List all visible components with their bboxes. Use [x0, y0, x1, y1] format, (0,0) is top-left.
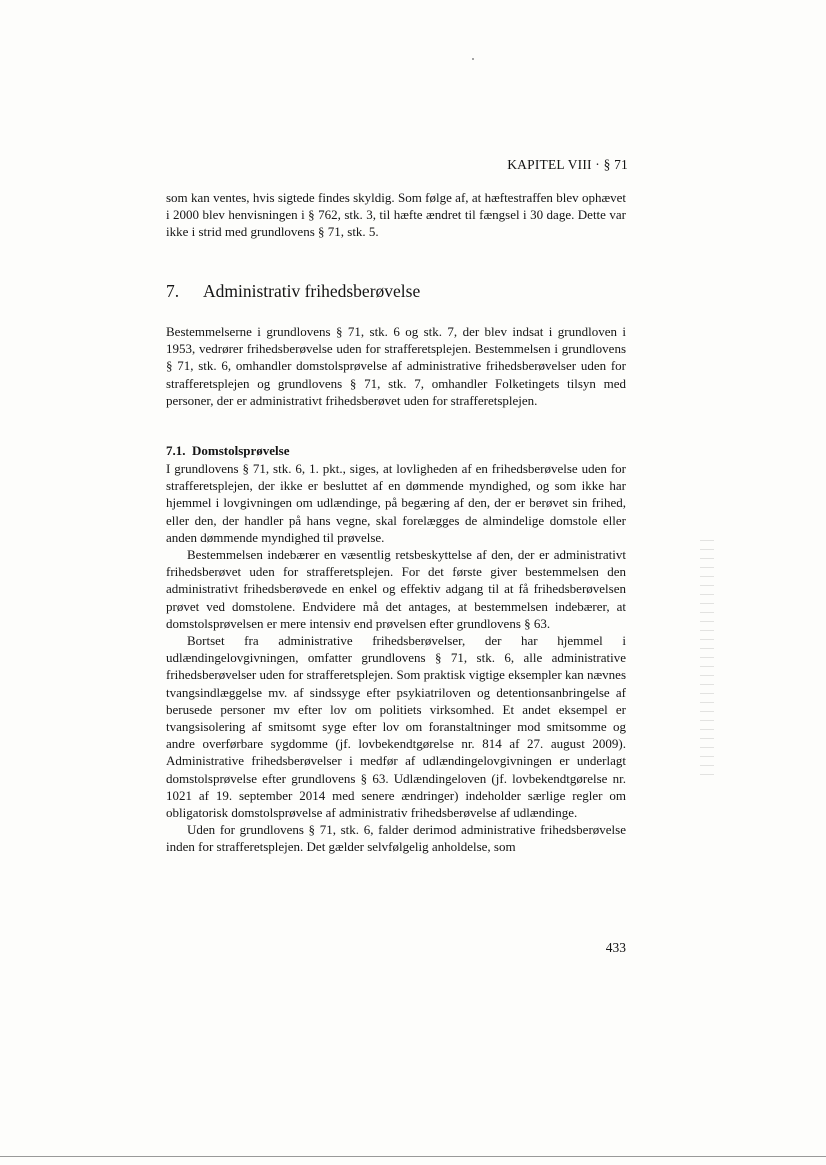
subsection-heading [166, 443, 290, 459]
scan-speck [472, 58, 474, 60]
section-title: Administrativ frihedsberøvelse [203, 281, 421, 301]
body-paragraph-4: Uden for grundlovens § 71, stk. 6, falder derimod administrative frihedsberøvelse inden for strafferetsplejen. Det gælder selvfølgelig anholdelse, som [166, 822, 626, 855]
intro-paragraph: som kan ventes, hvis sigtede findes skyldig. Som følge af, at hæftestraffen blev ophævet i 2000 blev henvisningen i § 762, stk. 3, til hæfte ændret til fængsel i 30 dage. Dette var ikke i strid med grundlovens § 71, stk. 5. [166, 190, 626, 240]
subsection-number: 7.1. [166, 443, 186, 458]
section-text [166, 323, 626, 409]
body-paragraph-3: Bortset fra administrative frihedsberøvelser, der har hjemmel i udlændingelovgivningen, omfatter grundlovens § 71, stk. 6, alle administrative frihedsberøvelser uden for strafferetsplejen. Som praktisk vigtige eksempler kan nævnes tvangsindlæggelse mv. af sindssyge efter psykiatriloven og detentionsanbringelse af berusede personer mv efter lov om politiets virksomhed. Et andet eksempel er tvangsisolering af smitsomt syge efter lov om foranstaltninger mod smitsomme og andre overførbare sygdomme (jf. lovbekendtgørelse nr. 814 af 27. august 2009). Administrative frihedsberøvelser i medfør af udlændingelovgivningen er underlagt domstolsprøvelse efter grundlovens § 63. Udlændingeloven (jf. lovbekendtgørelse nr. 1021 af 19. september 2014 med senere ændringer) indeholder særlige regler om obligatorisk domstolsprøvelse af administrativ frihedsberøvelse af udlændinge. [166, 633, 626, 821]
section-paragraph: Bestemmelserne i grundlovens § 71, stk. 6 og stk. 7, der blev indsat i grundloven i 1953, vedrører frihedsberøvelse uden for strafferetsplejen. Bestemmelsen i grundlovens § 71, stk. 6, omhandler domstolsprøvelse af administrative frihedsberøvelser uden for strafferetsplejen og grundlovens § 71, stk. 7, omhandler Folketingets tilsyn med personer, der er administrativt frihedsberøvet uden for strafferetsplejen. [166, 324, 626, 408]
scan-edge-line [0, 1156, 826, 1157]
section-number: 7. [166, 281, 180, 301]
body-paragraph-2: Bestemmelsen indebærer en væsentlig retsbeskyttelse af den, der er administrativt frihedsberøvet uden for strafferetsplejen. For det første giver bestemmelsen den administrativt frihedsberøvede en enkel og effektiv adgang til at få frihedsberøvelsen prøvet ved domstolene. Endvidere må det antages, at bestemmelsen indebærer, at domstolsprøvelsen er mere intensiv end prøvelsen efter grundlovens § 63. [166, 547, 626, 631]
scan-artifact [700, 540, 714, 780]
running-head: KAPITEL VIII · § 71 [507, 157, 628, 172]
subsection-title: Domstolsprøvelse [192, 443, 290, 458]
section-heading [166, 281, 420, 302]
page-number: 433 [605, 940, 626, 955]
intro-text [166, 189, 626, 241]
subsection-text [166, 460, 626, 856]
body-paragraph-1: I grundlovens § 71, stk. 6, 1. pkt., siges, at lovligheden af en frihedsberøvelse uden for strafferetsplejen, der ikke er besluttet af en dømmende myndighed, og som ikke har hjemmel i lovgivningen om udlændinge, på begæring af den, der er berøvet sin frihed, eller den, der handler på hans vegne, skal forelægges de almindelige domstole eller anden dømmende myndighed til prøvelse. [166, 461, 626, 545]
